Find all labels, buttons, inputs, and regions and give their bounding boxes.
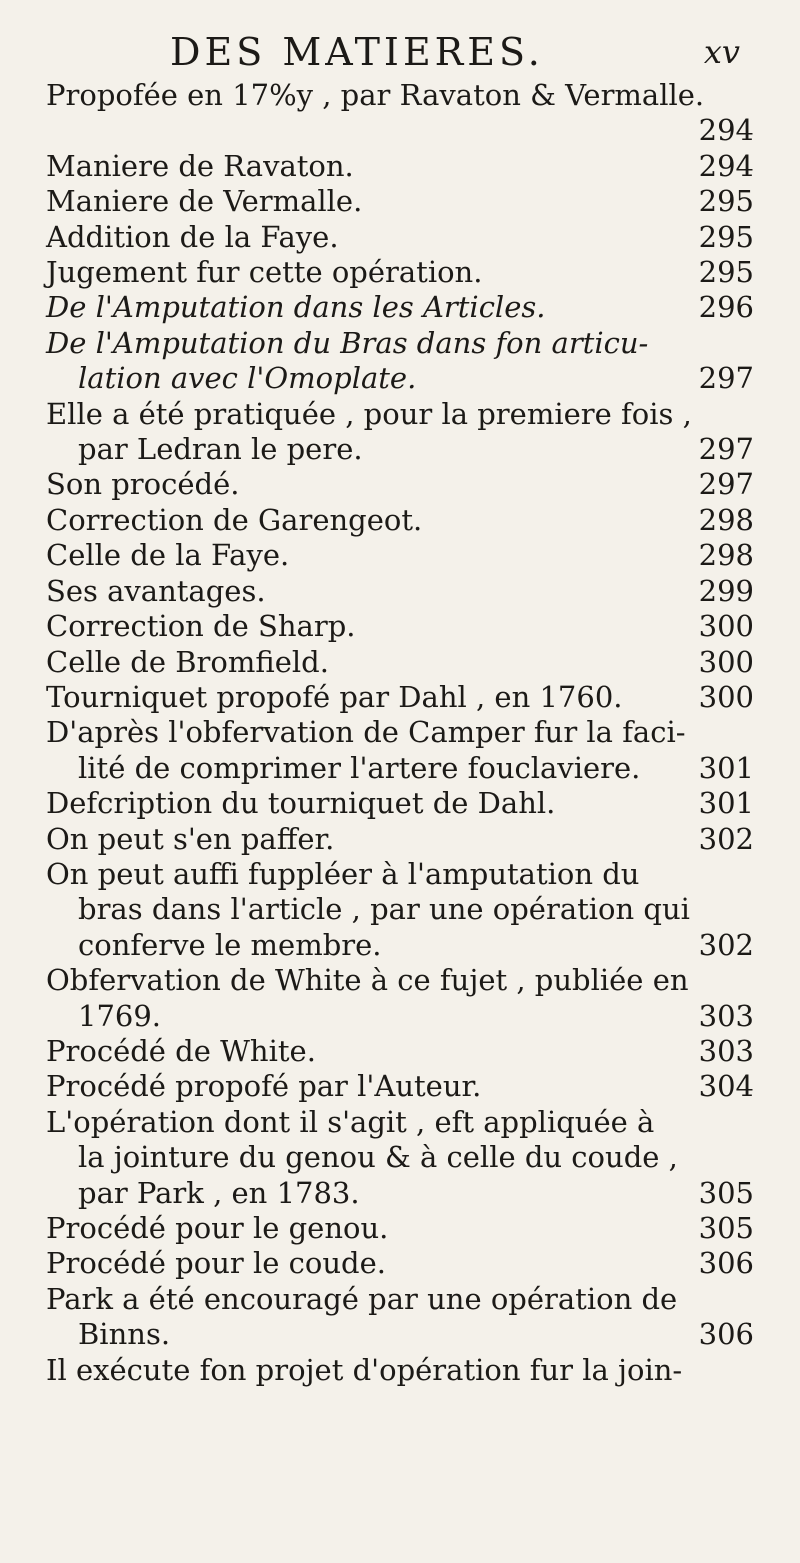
index-entry — [46, 290, 754, 325]
entry-text-line: Celle de la Faye. — [46, 538, 290, 573]
index-entry — [46, 680, 754, 715]
entry-text-line: Tourniquet propofé par Dahl , en 1760. — [46, 679, 623, 714]
page-number: 305 — [698, 1211, 754, 1245]
page-number: 300 — [698, 644, 754, 679]
index-entry — [46, 963, 754, 1034]
page-number: 301 — [698, 786, 754, 821]
index-entry — [46, 397, 754, 468]
entry-text-line: Park a été encouragé par une opération de — [46, 1281, 678, 1316]
entry-text-line: Son procédé. — [46, 467, 240, 502]
page-number: 302 — [698, 821, 754, 856]
index-entry — [46, 786, 754, 821]
entry-text-line: la jointure du genou & à celle du coude , — [78, 1140, 678, 1175]
index-entry — [46, 1211, 754, 1246]
entry-text-line: Il exécute fon projet d'opération fur la join- — [46, 1352, 683, 1387]
entry-text-line: Celle de Bromfield. — [46, 644, 329, 679]
entry-text-line: L'opération dont il s'agit , eft appliquée à — [46, 1104, 655, 1139]
entry-text-line: bras dans l'article , par une opération qui — [78, 892, 690, 927]
entry-text-line: Addition de la Faye. — [46, 219, 339, 254]
index-entry — [46, 467, 754, 502]
index-entry — [46, 78, 754, 113]
page-number: 297 — [698, 467, 754, 502]
entry-text-line: Binns. — [78, 1317, 171, 1352]
index-entry — [46, 1069, 754, 1104]
entry-text-line: Correction de Garengeot. — [46, 502, 423, 537]
running-header — [40, 22, 740, 82]
index-entry — [46, 715, 754, 786]
page-number: 302 — [698, 927, 754, 962]
entry-text-line: Correction de Sharp. — [46, 609, 356, 644]
page-number: 295 — [698, 184, 754, 219]
index-entry — [46, 326, 754, 397]
index-entry — [46, 1105, 754, 1211]
entry-text-line: conferve le membre. — [78, 927, 382, 962]
page-number: 295 — [698, 255, 754, 290]
page-number: 305 — [698, 1175, 754, 1210]
page-number: 295 — [698, 219, 754, 254]
entry-text-line: Procédé pour le coude. — [46, 1246, 386, 1281]
index-entry — [46, 113, 754, 148]
entry-text-line: par Ledran le pere. — [78, 432, 363, 467]
page-number: 299 — [698, 573, 754, 608]
entry-text-line: Procédé pour le genou. — [46, 1211, 389, 1245]
entry-text-line: Jugement fur cette opération. — [46, 255, 483, 290]
entry-text-line: Procédé de White. — [46, 1033, 316, 1068]
entry-text-line: Maniere de Ravaton. — [46, 148, 354, 183]
entry-text-line: On peut auffi fuppléer à l'amputation du — [46, 856, 640, 891]
entry-text-line: De l'Amputation dans les Articles. — [46, 290, 546, 325]
page-number: 306 — [698, 1317, 754, 1352]
page-number: 298 — [698, 538, 754, 573]
entry-text-line: Procédé propofé par l'Auteur. — [46, 1069, 482, 1104]
entry-text-line: Defcription du tourniquet de Dahl. — [46, 786, 556, 821]
entry-text-line: Elle a été pratiquée , pour la premiere fois , — [46, 396, 692, 431]
index-entry — [46, 1353, 754, 1388]
entry-text-line: lation avec l'Omoplate. — [78, 361, 417, 396]
page-number: 300 — [698, 679, 754, 714]
index-entries — [46, 78, 754, 1388]
index-entry — [46, 645, 754, 680]
index-entry — [46, 822, 754, 857]
page-number: 300 — [698, 609, 754, 644]
page-number: 306 — [698, 1246, 754, 1281]
entry-text-line: Ses avantages. — [46, 573, 266, 608]
page-number: 297 — [698, 361, 754, 396]
index-entry — [46, 538, 754, 573]
entry-text-line: On peut s'en paffer. — [46, 821, 335, 856]
page-number: 298 — [698, 502, 754, 537]
entry-text-line: Propofée en 17%y , par Ravaton & Vermalle. — [46, 78, 705, 112]
entry-text-line: par Park , en 1783. — [78, 1175, 360, 1210]
index-entry — [46, 220, 754, 255]
index-entry — [46, 857, 754, 963]
page-number: 294 — [698, 113, 754, 148]
page-number: 297 — [698, 432, 754, 467]
entry-text-line: 1769. — [78, 998, 162, 1033]
page-number: 301 — [698, 750, 754, 785]
page-number: 296 — [698, 290, 754, 325]
index-entry — [46, 184, 754, 219]
index-entry — [46, 1246, 754, 1281]
entry-text-line: De l'Amputation du Bras dans fon articu- — [46, 325, 649, 360]
index-entry — [46, 149, 754, 184]
index-entry — [46, 1034, 754, 1069]
page-number: 304 — [698, 1069, 754, 1104]
page-number: 294 — [698, 148, 754, 183]
index-entry — [46, 574, 754, 609]
index-entry — [46, 1282, 754, 1353]
entry-text-line: D'après l'obfervation de Camper fur la faci- — [46, 715, 686, 750]
page-number: 303 — [698, 1033, 754, 1068]
index-entry — [46, 255, 754, 290]
page-folio: xv — [703, 33, 740, 71]
index-entry — [46, 609, 754, 644]
entry-text-line: Maniere de Vermalle. — [46, 184, 363, 219]
running-title: DES MATIERES. — [170, 30, 544, 74]
entry-text-line: lité de comprimer l'artere fouclaviere. — [78, 750, 641, 785]
page-number: 303 — [698, 998, 754, 1033]
entry-text-line: Obfervation de White à ce fujet , publiée en — [46, 963, 689, 998]
index-entry — [46, 503, 754, 538]
entry-text-line — [46, 113, 754, 148]
